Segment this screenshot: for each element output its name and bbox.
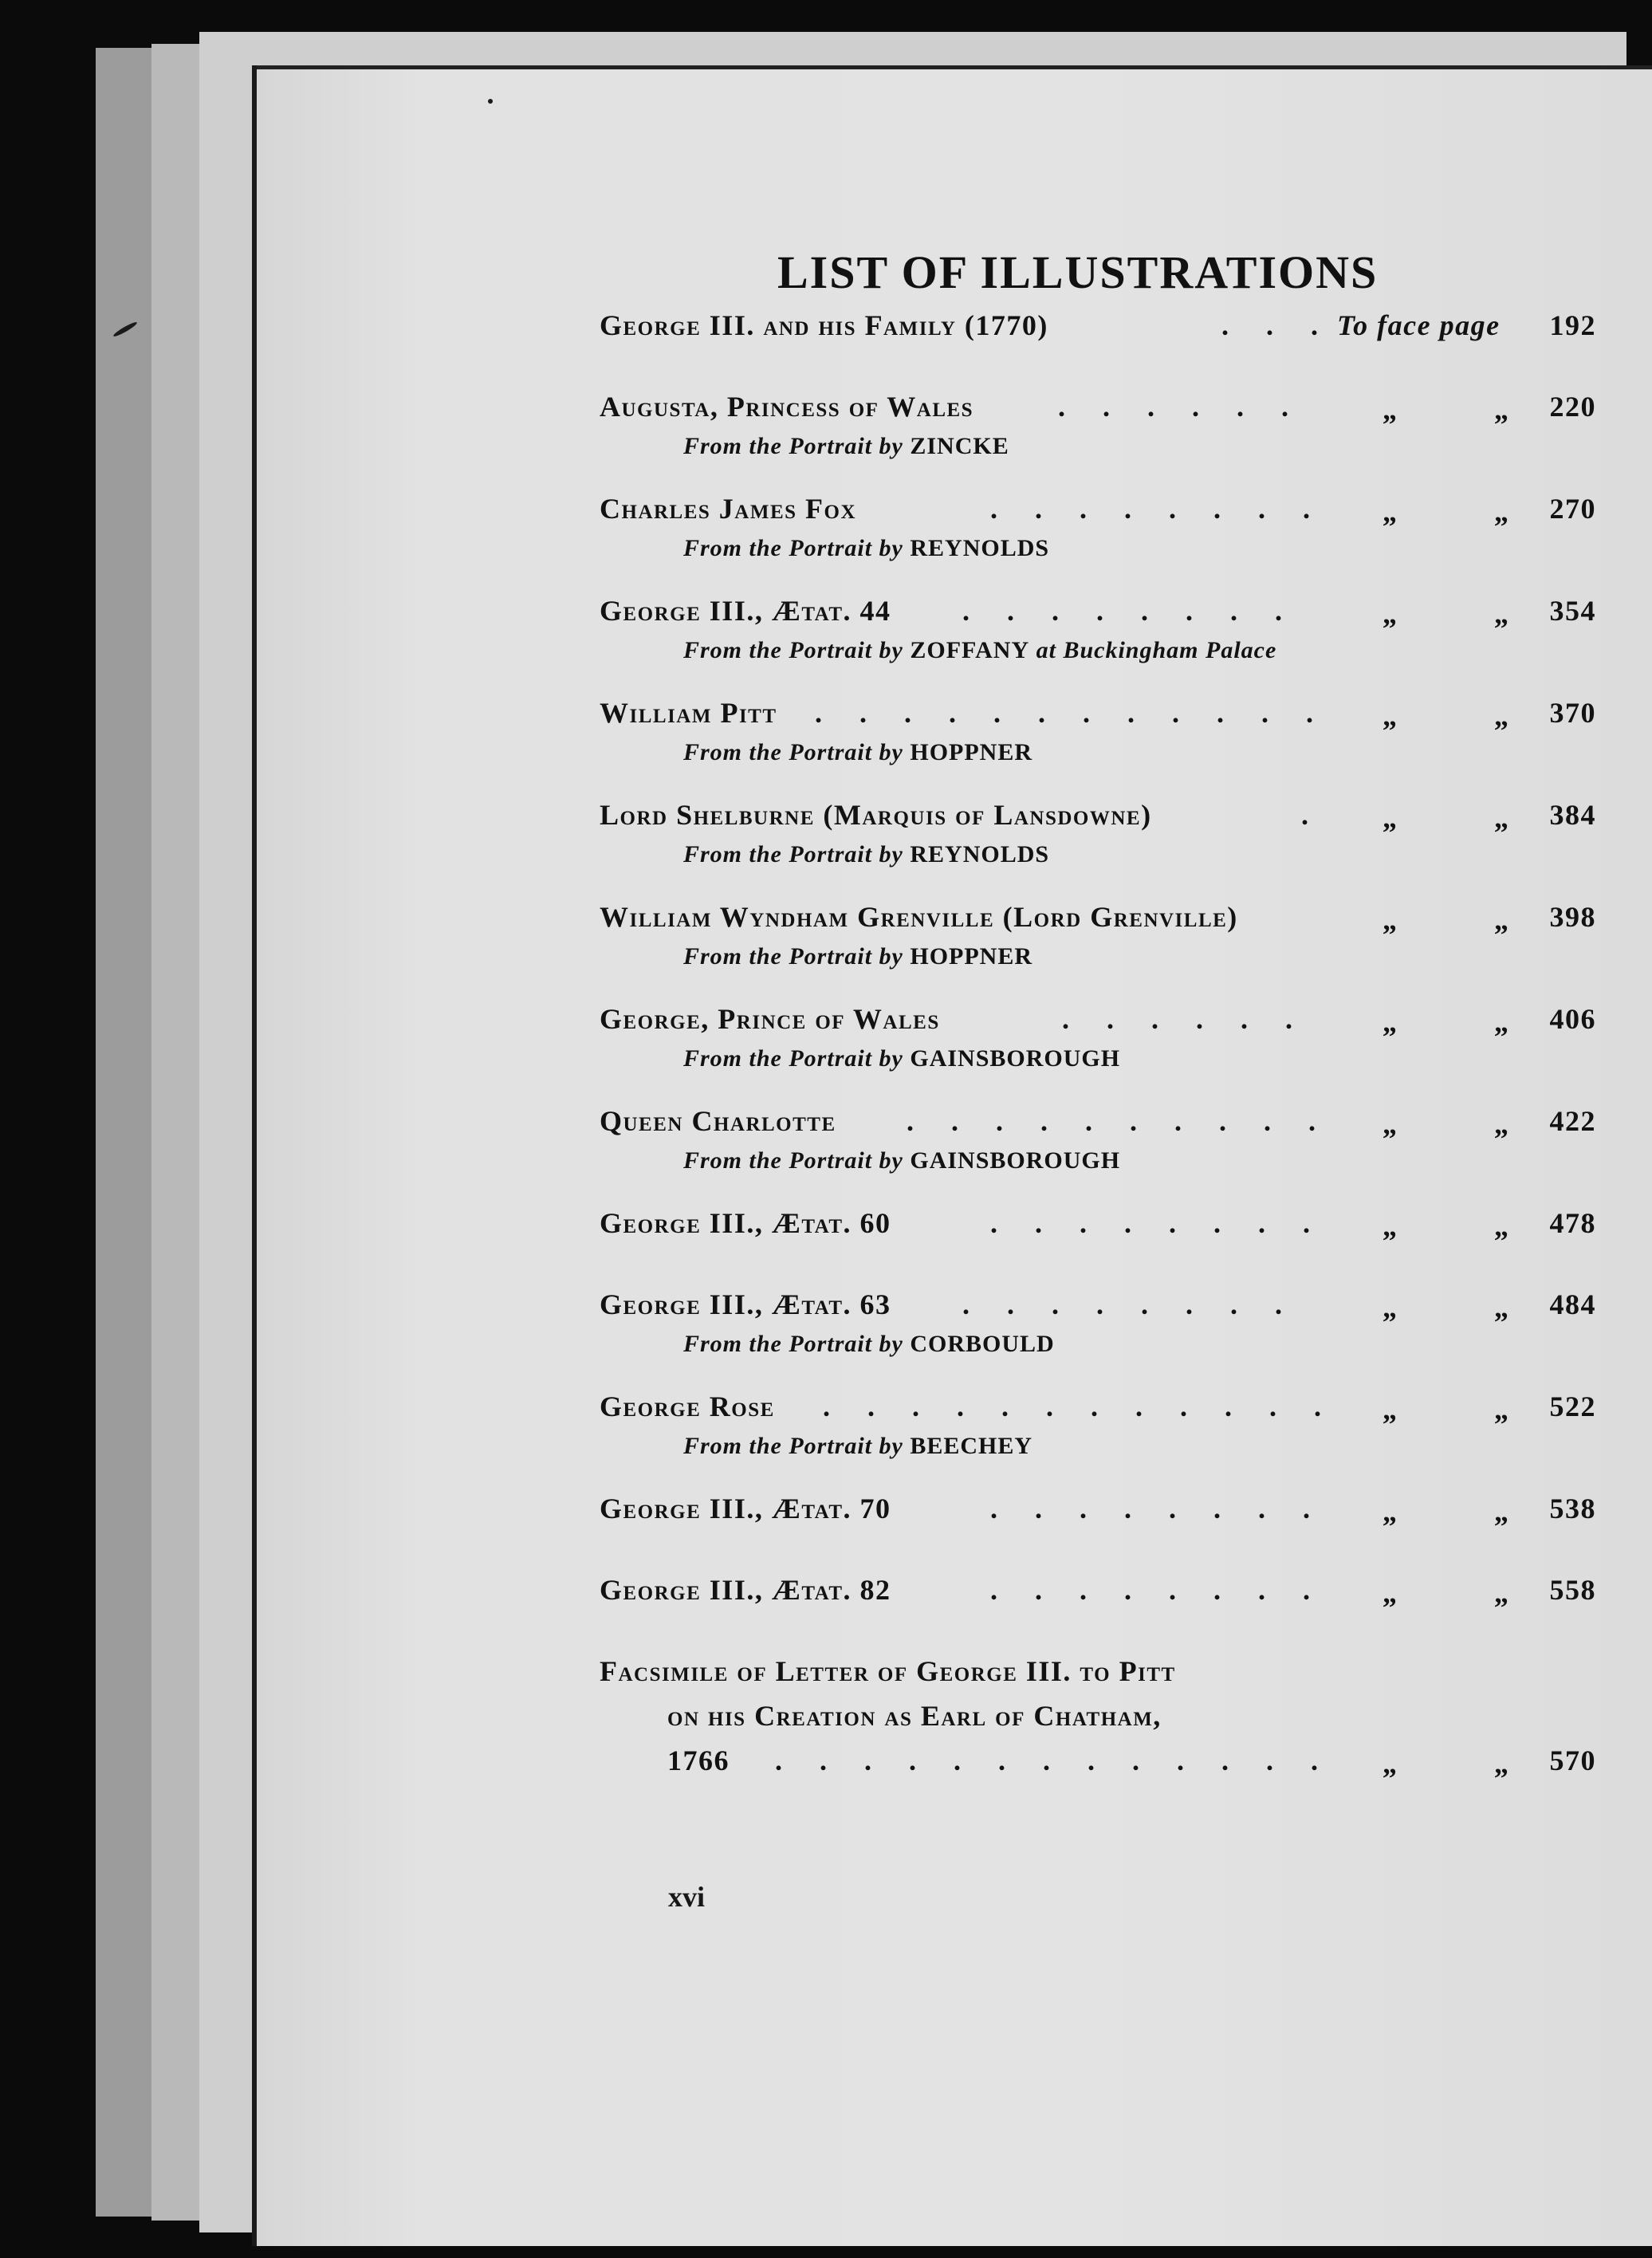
ditto-mark: „ [1383, 1748, 1398, 1780]
entry-gap [600, 775, 1596, 793]
source-artist: GAINSBOROUGH [910, 1045, 1121, 1072]
source-artist: CORBOULD [910, 1331, 1055, 1357]
entry-line [600, 486, 1596, 531]
leader-dots: . . . . . . . . [962, 1288, 1284, 1320]
entry-gap [600, 673, 1596, 690]
entry-spacer [600, 1531, 1596, 1550]
entry-line [600, 690, 1596, 735]
illustration-title: George III., Ætat. 70 [600, 1493, 891, 1524]
leader-dots: . . . . . . [1058, 391, 1290, 423]
portrait-source [600, 1429, 1596, 1469]
entry-gap [600, 1631, 1596, 1649]
illustration-entry-facsimile [600, 1649, 1596, 1783]
page-folio: xvi [668, 1881, 706, 1913]
illustration-title: George III., Ætat. 44 [600, 595, 891, 627]
ditto-mark: „ [1494, 496, 1510, 528]
leader-dots: . . . . . . . . [990, 493, 1312, 525]
ditto-mark: „ [1383, 1292, 1398, 1324]
page-number: 522 [1549, 1391, 1596, 1422]
ditto-mark: „ [1494, 394, 1510, 426]
source-location: at Buckingham Palace [1036, 637, 1277, 663]
ditto-mark: „ [1383, 1496, 1398, 1528]
ditto-mark: „ [1383, 700, 1398, 732]
illustration-entry [600, 690, 1596, 793]
entry-line [600, 1282, 1596, 1327]
source-prefix: From the Portrait by [683, 1331, 903, 1357]
ditto-mark: „ [1383, 1577, 1398, 1609]
ditto-mark: „ [1383, 394, 1398, 426]
entry-gap [600, 877, 1596, 895]
entry-line [600, 303, 1596, 348]
facsimile-line [600, 1694, 1596, 1738]
facsimile-line [600, 1649, 1596, 1694]
page-number: 484 [1549, 1288, 1596, 1320]
entry-gap [600, 1265, 1596, 1282]
portrait-source [600, 429, 1596, 469]
facsimile-line [600, 1738, 1596, 1783]
source-prefix: From the Portrait by [683, 1147, 903, 1174]
page-number: 398 [1549, 901, 1596, 933]
illustrations-list [600, 303, 1596, 1783]
portrait-source [600, 1327, 1596, 1367]
ditto-mark: „ [1383, 1394, 1398, 1426]
illustration-entry [600, 895, 1596, 997]
leader-dots: . . . . . . . . . . [907, 1105, 1317, 1137]
entry-gap [600, 367, 1596, 384]
entry-spacer [600, 1245, 1596, 1265]
illustration-title: Augusta, Princess of Wales [600, 391, 974, 423]
portrait-source [600, 1143, 1596, 1183]
illustration-title: William Pitt [600, 697, 777, 729]
leader-dots: . . . . . . . . . . . . . [775, 1745, 1320, 1776]
leader-dots: . . . [1221, 309, 1320, 341]
source-prefix: From the Portrait by [683, 535, 903, 561]
portrait-source [600, 837, 1596, 877]
source-artist: ZINCKE [910, 433, 1009, 459]
source-artist: REYNOLDS [910, 535, 1050, 561]
leader-dots: . . . . . . . . [962, 595, 1284, 627]
page-number: 422 [1549, 1105, 1596, 1137]
portrait-source [600, 1041, 1596, 1081]
leader-dots: . . . . . . . . [990, 1493, 1312, 1524]
ditto-mark: „ [1383, 904, 1398, 936]
illustration-entry [600, 1201, 1596, 1282]
illustration-entry [600, 1282, 1596, 1384]
entry-gap [600, 1183, 1596, 1201]
illustration-entry [600, 793, 1596, 895]
illustration-title: Queen Charlotte [600, 1105, 836, 1137]
entry-line [600, 1568, 1596, 1612]
source-prefix: From the Portrait by [683, 841, 903, 867]
page-number: 354 [1549, 595, 1596, 627]
illustration-entry [600, 1099, 1596, 1201]
entry-line [600, 588, 1596, 633]
page-number: 192 [1549, 309, 1596, 341]
entry-line [600, 1384, 1596, 1429]
leader-dots: . . . . . . . . [990, 1574, 1312, 1606]
portrait-source [600, 735, 1596, 775]
entry-spacer [600, 348, 1596, 367]
illustration-title: George III., Ætat. 63 [600, 1288, 891, 1320]
source-artist: HOPPNER [910, 739, 1033, 765]
ditto-mark: „ [1494, 1394, 1510, 1426]
page-number: 384 [1549, 799, 1596, 831]
source-artist: REYNOLDS [910, 841, 1050, 867]
ditto-mark: „ [1383, 496, 1398, 528]
source-prefix: From the Portrait by [683, 739, 903, 765]
illustration-entry [600, 588, 1596, 690]
source-prefix: From the Portrait by [683, 637, 903, 663]
facsimile-text: 1766 [667, 1745, 730, 1776]
illustration-title: George III., Ætat. 82 [600, 1574, 891, 1606]
entry-gap [600, 571, 1596, 588]
ditto-mark: „ [1494, 1748, 1510, 1780]
illustration-entry [600, 303, 1596, 384]
source-prefix: From the Portrait by [683, 1045, 903, 1072]
portrait-source [600, 531, 1596, 571]
ditto-mark: „ [1383, 802, 1398, 834]
leader-dots: . [1301, 799, 1310, 831]
ditto-mark: „ [1494, 1006, 1510, 1038]
entry-line [600, 1201, 1596, 1245]
entry-gap [600, 469, 1596, 486]
source-artist: ZOFFANY [910, 637, 1030, 663]
source-prefix: From the Portrait by [683, 943, 903, 970]
illustration-title: George, Prince of Wales [600, 1003, 940, 1035]
illustration-title: Lord Shelburne (Marquis of Lansdowne) [600, 799, 1152, 831]
ditto-mark: „ [1494, 1210, 1510, 1242]
illustration-title: Charles James Fox [600, 493, 857, 525]
entry-gap [600, 1081, 1596, 1099]
page-title: LIST OF ILLUSTRATIONS [777, 246, 1379, 298]
ditto-mark: „ [1383, 1108, 1398, 1140]
page-number: 570 [1549, 1745, 1596, 1776]
entry-gap [600, 1367, 1596, 1384]
page-number: 538 [1549, 1493, 1596, 1524]
entry-line [600, 997, 1596, 1041]
entry-spacer [600, 1612, 1596, 1631]
source-prefix: From the Portrait by [683, 433, 903, 459]
ditto-mark: „ [1494, 700, 1510, 732]
illustration-entry [600, 1384, 1596, 1486]
entry-gap [600, 1550, 1596, 1568]
source-artist: GAINSBOROUGH [910, 1147, 1121, 1174]
ditto-mark: „ [1494, 1292, 1510, 1324]
ditto-mark: „ [1494, 1108, 1510, 1140]
illustration-title: George Rose [600, 1391, 775, 1422]
ditto-mark: „ [1494, 1577, 1510, 1609]
illustration-entry [600, 1568, 1596, 1649]
ditto-mark: „ [1494, 904, 1510, 936]
page-number: 406 [1549, 1003, 1596, 1035]
leader-dots: . . . . . . . . . . . . [815, 697, 1315, 729]
entry-line [600, 1486, 1596, 1531]
page-number: 220 [1549, 391, 1596, 423]
source-artist: HOPPNER [910, 943, 1033, 970]
entry-gap [600, 979, 1596, 997]
illustration-title: William Wyndham Grenville (Lord Grenville) [600, 901, 1238, 933]
ditto-mark: „ [1494, 1496, 1510, 1528]
facsimile-text: on his Creation as Earl of Chatham, [667, 1700, 1162, 1732]
illustration-entry [600, 1486, 1596, 1568]
portrait-source [600, 939, 1596, 979]
leader-dots: . . . . . . . . . . . . [823, 1391, 1323, 1422]
page-number: 270 [1549, 493, 1596, 525]
illustration-title: George III. and his Family (1770) [600, 309, 1048, 341]
entry-gap [600, 1469, 1596, 1486]
portrait-source [600, 633, 1596, 673]
illustration-entry [600, 486, 1596, 588]
ditto-mark: „ [1383, 1210, 1398, 1242]
illustration-entry [600, 384, 1596, 486]
page-number: 558 [1549, 1574, 1596, 1606]
page-number: 478 [1549, 1207, 1596, 1239]
to-face-page-label: To face page [1337, 309, 1501, 341]
entry-line [600, 895, 1596, 939]
source-artist: BEECHEY [910, 1433, 1033, 1459]
ink-speck [488, 99, 493, 104]
entry-line [600, 793, 1596, 837]
facsimile-text: Facsimile of Letter of George III. to Pitt [600, 1655, 1176, 1687]
entry-line [600, 384, 1596, 429]
leader-dots: . . . . . . [1062, 1003, 1294, 1035]
ditto-mark: „ [1383, 598, 1398, 630]
entry-line [600, 1099, 1596, 1143]
source-prefix: From the Portrait by [683, 1433, 903, 1459]
ditto-mark: „ [1494, 802, 1510, 834]
leader-dots: . . . . . . . . [990, 1207, 1312, 1239]
ditto-mark: „ [1494, 598, 1510, 630]
illustration-entry [600, 997, 1596, 1099]
page-number: 370 [1549, 697, 1596, 729]
illustration-title: George III., Ætat. 60 [600, 1207, 891, 1239]
ditto-mark: „ [1383, 1006, 1398, 1038]
